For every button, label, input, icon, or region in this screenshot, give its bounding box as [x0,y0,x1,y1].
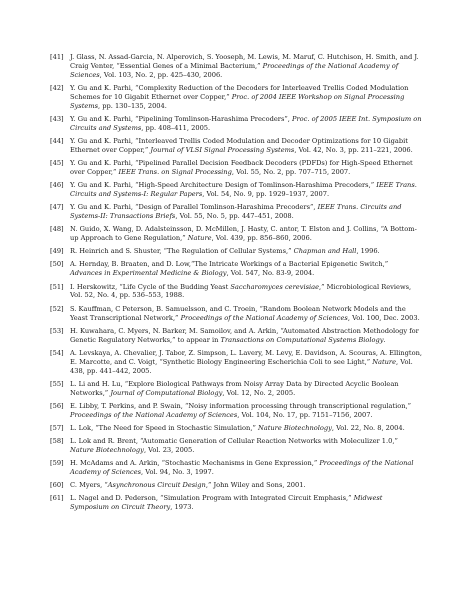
reference-authors-title: S. Kauffman, C Peterson, B. Samuelsson, and C. Troein, “Random Boolean Network Models and the Yeast Transcriptional Network,” [70,304,406,322]
reference-details: , Vol. 55, No. 5, pp. 447–451, 2008. [175,212,294,221]
reference-entry [50,437,422,455]
reference-venue: Transactions on Computational Systems Biology [220,335,384,344]
reference-venue: Journal of Computational Biology [110,388,223,397]
reference-authors-title: Y. Gu and K. Parhi, “High-Speed Architecture Design of Tomlinson-Harashima Precoders,” [70,181,377,190]
reference-entry [50,459,422,477]
reference-entry [50,260,422,278]
reference-authors-title: J. Glass, N. Assad-Garcia, N. Alperovich, S. Yooseph, M. Lewis, M. Maruf, C. Hutchison, H. Smith, and J. Craig Venter, “Essential Genes of a Minimal Bacterium,” [70,53,419,70]
reference-number: [58] [50,436,64,445]
reference-text [70,327,422,345]
reference-number: [50] [50,260,64,269]
reference-text [70,283,422,301]
reference-entry [50,115,422,133]
reference-venue: Proceedings of the National Academy of Sciences [70,61,399,79]
reference-venue: Proceedings of the National Academy of Sciences [70,410,238,419]
reference-entry [50,424,422,433]
reference-details: , pp. 408–411, 2005. [141,123,211,132]
reference-authors-title: I. Herskowitz, “Life Cycle of the Budding Yeast [70,282,231,291]
reference-details: , Vol. 23, 2005. [143,445,195,454]
reference-number: [47] [50,203,64,212]
reference-authors-title: A. Hernday, B. Braaten, and D. Low,“The Intricate Workings of a Bacterial Epigenetic Switch,” [70,260,389,269]
reference-venue: Saccharomyces cerevisiae [230,282,319,291]
reference-details: . [383,335,386,344]
reference-number: [53] [50,326,64,335]
reference-entry [50,349,422,376]
reference-details: , Vol. 438, pp. 441–442, 2005. [70,357,413,375]
reference-number: [59] [50,459,64,468]
reference-text [70,159,422,177]
reference-text [70,137,422,155]
reference-details: , Vol. 54, No. 9, pp. 1929–1937, 2007. [202,190,330,199]
reference-authors-title: Y. Gu and K. Parhi, “Pipelined Parallel Decision Feedback Decoders (PDFDs) for High-Speed Ethernet over Copper,” [70,159,413,176]
reference-venue: Chapman and Hall [293,247,357,256]
reference-list [50,53,422,516]
reference-text [70,402,422,420]
reference-text [70,459,422,477]
reference-entry [50,494,422,512]
reference-text [70,84,422,111]
reference-authors-title: L. Nagel and D. Pederson, “Simulation Program with Integrated Circuit Emphasis,” [70,494,354,503]
reference-entry [50,203,422,221]
reference-authors-title: Y. Gu and K. Parhi, “Design of Parallel Tomlinson-Harashima Precoders”, [70,203,318,212]
reference-entry [50,305,422,323]
reference-number: [51] [50,282,64,291]
reference-entry [50,247,422,256]
reference-details: , Vol. 94, No. 3, 1997. [141,467,214,476]
reference-text [70,247,422,256]
reference-details: , Vol. 22, No. 8, 2004. [331,423,405,432]
reference-authors-title: N. Guido, X. Wang, D. Adalsteinsson, D. McMillen, J. Hasty, C. antor, T. Elston and J. Collins, “A Bottom-up Approach to Gene Regulation,” [70,225,417,243]
reference-text [70,494,422,512]
reference-venue: Proceedings of the National Academy of Sciences [180,313,348,322]
reference-authors-title: L. Li and H. Lu, “Explore Biological Pathways from Noisy Array Data by Directed Acyclic Boolean Networks,” [70,379,399,397]
reference-entry [50,402,422,420]
reference-authors-title: A. Levskaya, A. Chevalier, J. Tabor, Z. Simpson, L. Lavery, M. Levy, E. Davidson, A. Scouras, A. Ellington, E. Marcotte, and C. Voigt, “Synthetic Biology Engineering Escherichia Coli to see Light,” [70,348,422,366]
reference-number: [57] [50,423,64,432]
reference-details: , Vol. 103, No. 2, pp. 425–430, 2006. [99,70,223,79]
reference-details: , Vol. 547, No. 83-9, 2004. [226,269,315,278]
reference-venue: Nature Biotechnology [70,445,144,454]
reference-venue: Nature [187,234,212,243]
reference-authors-title: R. Heinrich and S. Shuster, “The Regulation of Cellular Systems,” [70,247,294,256]
reference-authors-title: Y. Gu and K. Parhi, “Interleaved Trellis Coded Modulation and Decoder Optimizations for 10 Gigabit Ethernet over Copper,” [70,137,408,154]
reference-number: [55] [50,379,64,388]
reference-entry [50,181,422,199]
reference-authors-title: H. Kuwahara, C. Myers, N. Barker, M. Samoilov, and A. Arkin, “Automated Abstraction Methodology for Genetic Regulatory Networks,” to appear in [70,326,419,344]
reference-entry [50,84,422,111]
reference-number: [54] [50,348,64,357]
reference-text [70,305,422,323]
reference-number: [44] [50,137,64,145]
reference-details: ,” Microbiological Reviews, Vol. 52, No. 4, pp. 536–553, 1988. [70,282,412,300]
reference-number: [43] [50,114,64,123]
reference-venue: Asynchronous Circuit Design [107,481,206,490]
reference-text [70,260,422,278]
reference-text [70,53,422,80]
reference-details: , Vol. 42, No. 3, pp. 211–221, 2006. [294,145,413,154]
reference-text [70,481,422,490]
reference-entry [50,327,422,345]
reference-number: [56] [50,401,64,410]
reference-venue: IEEE Trans. Circuits and Systems-II: Transactions Briefs [70,203,402,221]
reference-entry [50,137,422,155]
reference-details: , 1996. [356,247,380,256]
reference-details: , Vol. 55, No. 2, pp. 707–715, 2007. [231,167,351,176]
reference-authors-title: E. Libby, T. Perkins, and P. Swain, “Noisy information processing through transcriptional regulation,” [70,401,412,410]
reference-text [70,424,422,433]
reference-details: , pp. 130–135, 2004. [98,101,167,110]
reference-venue: Proc. of 2005 IEEE Int. Symposium on Circuits and Systems [70,114,422,132]
reference-entry [50,225,422,243]
reference-text [70,181,422,199]
reference-venue: Advances in Experimental Medicine & Biology [70,269,227,278]
reference-venue: Nature Biotechnology [257,423,332,432]
reference-authors-title: L. Lok and R. Brent, “Automatic Generation of Cellular Reaction Networks with Moleculizer 1.0,” [70,436,398,445]
reference-venue: Proc. of 2004 IEEE Workshop on Signal Processing Systems [70,92,405,110]
reference-authors-title: H. McAdams and A. Arkin, “Stochastic Mechanisms in Gene Expression,” [70,459,320,468]
reference-number: [49] [50,247,64,256]
reference-entry [50,53,422,80]
reference-venue: Midwest Symposium on Circuit Theory [70,494,383,512]
reference-details: ,” John Wiley and Sons, 2001. [205,481,306,490]
reference-text [70,225,422,243]
reference-authors-title: L. Lok, “The Need for Speed in Stochastic Simulation,” [70,423,258,432]
reference-number: [45] [50,159,64,168]
reference-entry [50,283,422,301]
reference-number: [61] [50,494,64,503]
reference-venue: Nature [372,357,397,366]
reference-venue: Proceedings of the National Academy of Sciences [70,459,414,476]
reference-number: [46] [50,181,64,190]
reference-text [70,203,422,221]
reference-entry [50,481,422,490]
reference-text [70,380,422,398]
reference-authors-title: Y. Gu and K. Parhi, “Pipelining Tomlinson-Harashima Precoders”, [70,114,292,123]
reference-number: [48] [50,225,64,234]
reference-number: [42] [50,83,64,92]
reference-authors-title: C. Myers, “ [70,481,108,490]
reference-number: [41] [50,53,64,61]
reference-details: , 1973. [170,503,194,512]
reference-text [70,349,422,376]
reference-venue: IEEE Trans. on Signal Processing [118,167,232,176]
reference-venue: IEEE Trans. Circuits and Systems-I: Regular Papers [70,181,417,199]
reference-venue: Journal of VLSI Signal Processing Systems [150,145,295,154]
reference-number: [60] [50,481,64,490]
reference-details: , Vol. 439, pp. 856–860, 2006. [211,234,312,243]
reference-details: , Vol. 100, Dec. 2003. [347,313,420,322]
reference-authors-title: Y. Gu and K. Parhi, “Complexity Reduction of the Decoders for Interleaved Trellis Coded Modulation Schemes for 10 Gigabit Ethernet over Copper,” [70,83,409,101]
reference-entry [50,159,422,177]
reference-details: , Vol. 104, No. 17, pp. 7151–7156, 2007. [237,410,373,419]
reference-details: , Vol. 12, No. 2, 2005. [222,388,296,397]
reference-number: [52] [50,304,64,313]
reference-text [70,437,422,455]
reference-entry [50,380,422,398]
reference-text [70,115,422,133]
